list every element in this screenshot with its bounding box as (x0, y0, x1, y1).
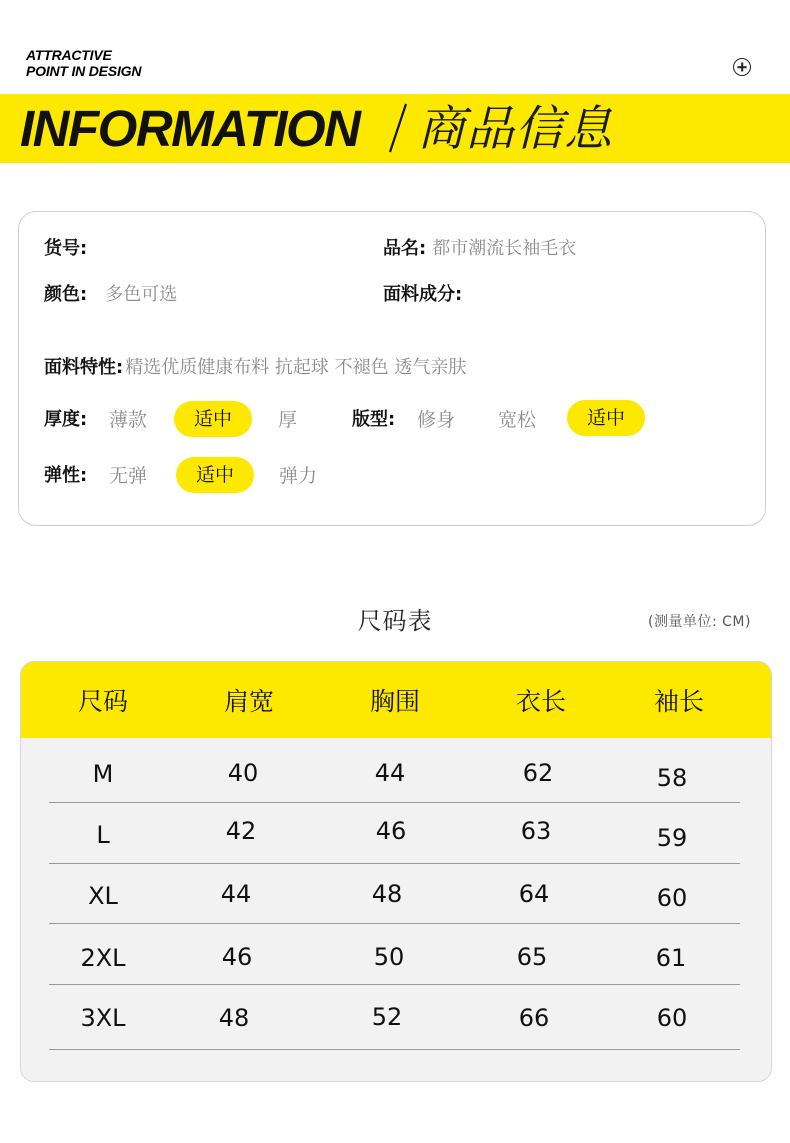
cell-length-m: 62 (522, 759, 554, 787)
fit-option-slim: 修身 (417, 409, 456, 431)
header-shoulder: 肩宽 (223, 687, 275, 716)
tagline-line-1: ATTRACTIVE (26, 47, 112, 63)
header-length: 衣长 (515, 687, 567, 716)
cell-shoulder-l: 42 (225, 817, 257, 845)
cell-sleeve-l: 59 (656, 824, 688, 852)
color-row (44, 283, 177, 307)
header-chest: 胸围 (369, 687, 421, 716)
cell-shoulder-2xl: 46 (221, 943, 253, 971)
row-divider (49, 802, 740, 803)
cell-shoulder-xl: 44 (220, 880, 252, 908)
cell-shoulder-m: 40 (227, 759, 259, 787)
thickness-option-thick: 厚 (278, 409, 298, 431)
size-table (20, 661, 772, 1082)
color-label: 颜色: (44, 284, 88, 305)
banner-title-cn: 商品信息 (417, 101, 614, 157)
elasticity-option-none: 无弹 (109, 465, 148, 487)
size-unit-note: (测量单位: CM) (648, 614, 751, 630)
cell-size-2xl: 2XL (80, 944, 126, 972)
product-name-value: 都市潮流长袖毛衣 (432, 238, 577, 259)
row-divider (49, 923, 740, 924)
cell-chest-3xl: 52 (371, 1003, 403, 1031)
material-row (383, 283, 468, 307)
cell-chest-l: 46 (375, 817, 407, 845)
header-sleeve: 袖长 (653, 687, 705, 716)
thickness-label: 厚度: (44, 409, 88, 430)
row-divider (49, 863, 740, 864)
cell-size-m: M (92, 760, 114, 788)
tagline-line-2: POINT IN DESIGN (26, 63, 142, 79)
thickness-option-medium-selected: 适中 (174, 401, 252, 437)
item-no-row (44, 237, 93, 261)
cell-sleeve-m: 58 (656, 764, 688, 792)
cell-length-2xl: 65 (516, 943, 548, 971)
elasticity-option-medium-selected: 适中 (176, 457, 254, 493)
row-divider (49, 1049, 740, 1050)
item-no-label: 货号: (44, 238, 88, 259)
banner-title-en: INFORMATION (20, 100, 360, 157)
fit-label-wrap (352, 408, 395, 432)
elasticity-option-stretch: 弹力 (279, 465, 318, 487)
elasticity-label-wrap (44, 464, 87, 488)
product-name-row (383, 237, 576, 261)
cell-shoulder-3xl: 48 (218, 1004, 250, 1032)
fabric-feature-label: 面料特性: (44, 357, 124, 378)
cell-sleeve-3xl: 60 (656, 1004, 688, 1032)
plus-circle-icon[interactable] (733, 58, 751, 76)
cell-chest-m: 44 (374, 759, 406, 787)
thickness-label-wrap (44, 408, 87, 432)
header-size: 尺码 (77, 687, 129, 716)
cell-sleeve-2xl: 61 (655, 944, 687, 972)
fit-option-loose: 宽松 (498, 409, 537, 431)
fit-label: 版型: (352, 409, 396, 430)
cell-sleeve-xl: 60 (656, 884, 688, 912)
color-value: 多色可选 (105, 284, 178, 305)
elasticity-label: 弹性: (44, 465, 88, 486)
fabric-feature-value: 精选优质健康布料 抗起球 不褪色 透气亲肤 (125, 357, 467, 378)
slash-divider-icon (387, 102, 409, 154)
cell-size-xl: XL (88, 882, 118, 910)
material-label: 面料成分: (383, 284, 463, 305)
fabric-feature-row (44, 356, 466, 380)
cell-length-l: 63 (520, 817, 552, 845)
cell-length-3xl: 66 (518, 1004, 550, 1032)
row-divider (49, 984, 740, 985)
fit-option-regular-selected: 适中 (567, 400, 645, 436)
product-name-label: 品名: (383, 238, 427, 259)
thickness-option-thin: 薄款 (109, 409, 148, 431)
cell-chest-2xl: 50 (373, 943, 405, 971)
size-chart-title: 尺码表 (357, 607, 433, 635)
cell-chest-xl: 48 (371, 880, 403, 908)
cell-size-l: L (96, 821, 110, 849)
tagline (26, 47, 141, 79)
cell-size-3xl: 3XL (80, 1004, 126, 1032)
cell-length-xl: 64 (518, 880, 550, 908)
